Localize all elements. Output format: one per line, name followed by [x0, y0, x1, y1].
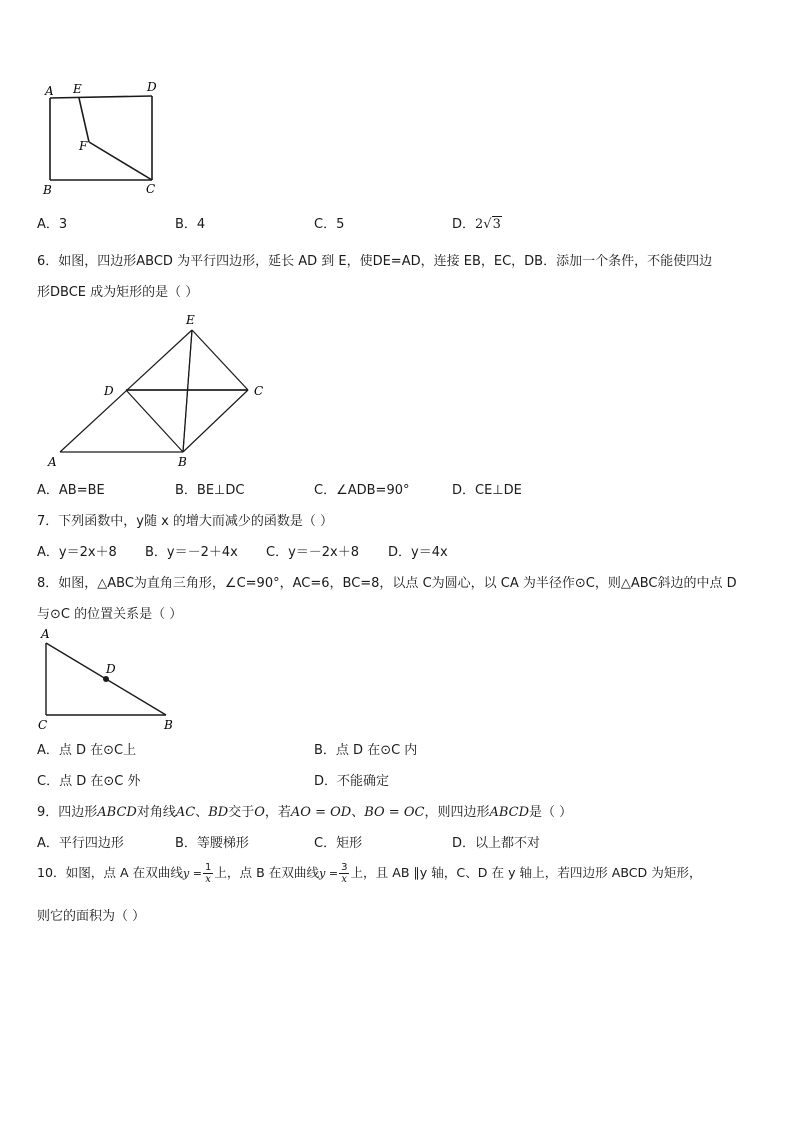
q10-stem-line1: [37, 862, 702, 885]
q10-part3: 上，且 AB ∥y 轴，C、D 在 y 轴上，若四边形 ABCD 为矩形，: [350, 865, 702, 880]
q9-part4: ，若: [264, 805, 291, 820]
q9-sep1: 、: [195, 805, 209, 820]
q7-option-a[interactable]: A．y＝2x＋8: [37, 545, 117, 560]
q9-part2: 对角线: [136, 805, 176, 820]
q8-option-a[interactable]: A．点 D 在⊙C上: [37, 743, 137, 758]
q8-stem-line1: 8．如图，△ABC为直角三角形，∠C=90°，AC=6，BC=8，以点 C为圆心，以 CA 为半径作⊙C，则△ABC斜边的中点 D: [37, 576, 737, 591]
q5-option-d-radicand: 3: [492, 217, 501, 232]
q5-label-e: E: [73, 82, 82, 96]
q10-den2: x: [341, 874, 348, 885]
q9-part3: 交于: [228, 805, 255, 820]
q6-label-e: E: [186, 313, 195, 327]
q9-option-d[interactable]: D．以上都不对: [452, 836, 541, 851]
q5-label-d: D: [147, 80, 157, 94]
q9-ac: AC: [175, 805, 196, 820]
q9-part1: 9．四边形: [37, 805, 98, 820]
q8-option-c[interactable]: C．点 D 在⊙C 外: [37, 774, 141, 789]
q10-part1: 10．如图，点 A 在双曲线: [37, 865, 183, 880]
q6-label-d: D: [104, 384, 114, 398]
q10-den1: x: [205, 874, 211, 885]
q6-option-a[interactable]: A．AB=BE: [37, 483, 105, 498]
q8-label-a: A: [41, 627, 50, 641]
q5-option-a[interactable]: A．3: [37, 217, 68, 232]
q5-label-f: F: [79, 139, 88, 153]
q6-option-b[interactable]: B．BE⊥DC: [175, 483, 245, 498]
q5-option-b[interactable]: B．4: [175, 217, 206, 232]
q6-label-c: C: [254, 384, 264, 398]
q6-label-a: A: [48, 455, 57, 469]
q6-stem-line2: 形DBCE 成为矩形的是（ ）: [37, 285, 199, 300]
q6-label-b: B: [178, 455, 187, 469]
q5-label-a: A: [45, 84, 54, 98]
q9-eq1: AO = OD: [290, 805, 352, 820]
q10-num2: 3: [341, 862, 348, 873]
q5-option-d[interactable]: D．2√3: [452, 217, 501, 232]
q7-option-c[interactable]: C．y＝－2x＋8: [266, 545, 360, 560]
q9-option-b[interactable]: B．等腰梯形: [175, 836, 249, 851]
q9-part5: ，则四边形: [424, 805, 490, 820]
q7-option-b[interactable]: B．y＝－2＋4x: [145, 545, 238, 560]
q8-figure: [36, 625, 186, 733]
q9-bd: BD: [208, 805, 229, 820]
q8-option-b[interactable]: B．点 D 在⊙C 内: [314, 743, 418, 758]
q9-sep2: 、: [351, 805, 365, 820]
q10-part2: 上，点 B 在双曲线: [214, 865, 320, 880]
q9-abcd1: ABCD: [97, 805, 137, 820]
q9-o: O: [254, 805, 265, 820]
q8-label-b: B: [164, 718, 173, 732]
q8-label-c: C: [38, 718, 48, 732]
q8-label-d: D: [106, 662, 116, 676]
q6-figure: [40, 310, 280, 470]
q5-option-d-coef: 2: [475, 217, 484, 232]
q10-fraction-2: [339, 862, 349, 885]
q6-option-d[interactable]: D．CE⊥DE: [452, 483, 522, 498]
q5-figure: [38, 76, 168, 198]
q8-stem-line2: 与⊙C 的位置关系是（ ）: [37, 607, 183, 622]
q10-num1: 1: [204, 862, 212, 873]
q8-point-d: [103, 676, 109, 682]
q7-option-d[interactable]: D．y＝4x: [388, 545, 448, 560]
q9-stem: [37, 801, 572, 820]
q5-option-c[interactable]: C．5: [314, 217, 345, 232]
q7-stem: 7．下列函数中，y随 x 的增大而减少的函数是（ ）: [37, 514, 334, 529]
q9-part6: 是（ ）: [529, 805, 573, 820]
q6-stem-line1: 6．如图，四边形ABCD 为平行四边形，延长 AD 到 E，使DE=AD，连接 EB，EC，DB．添加一个条件，不能使四边: [37, 254, 713, 269]
q9-eq2: BO = OC: [364, 805, 425, 820]
q9-option-c[interactable]: C．矩形: [314, 836, 363, 851]
q5-label-c: C: [146, 182, 156, 196]
q10-fraction-1: [203, 862, 213, 885]
q10-y2: y =: [319, 867, 339, 880]
q10-y1: y =: [183, 867, 202, 880]
q6-option-c[interactable]: C．∠ADB=90°: [314, 483, 410, 498]
q5-label-b: B: [43, 183, 52, 197]
q9-abcd2: ABCD: [489, 805, 530, 820]
q10-stem-line2: 则它的面积为（ ）: [37, 909, 146, 924]
q9-option-a[interactable]: A．平行四边形: [37, 836, 124, 851]
q5-option-d-prefix: D．: [452, 217, 476, 232]
q8-option-d[interactable]: D．不能确定: [314, 774, 390, 789]
